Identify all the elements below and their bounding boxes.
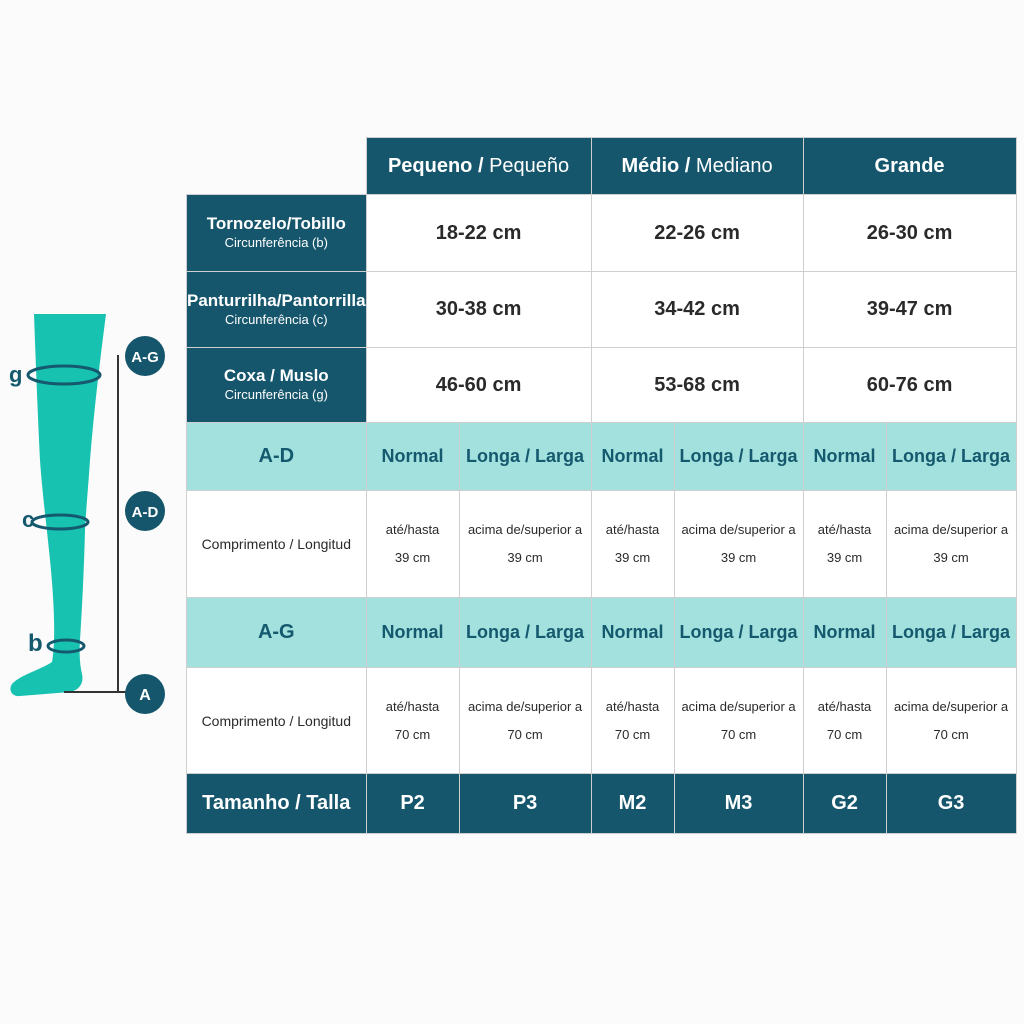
size-code: M2 bbox=[591, 774, 674, 834]
length-label: Comprimento / Longitud bbox=[187, 668, 367, 774]
size-group-header-row bbox=[187, 138, 1017, 195]
length-value: acima de/superior a 70 cm bbox=[886, 668, 1016, 774]
length-type: Normal bbox=[591, 423, 674, 491]
measurement-label-cell bbox=[187, 195, 367, 272]
length-label: Comprimento / Longitud bbox=[187, 491, 367, 598]
measurement-label-cell bbox=[187, 348, 367, 423]
length-type: Normal bbox=[366, 598, 459, 668]
measurement-sublabel: Circunferência (c) bbox=[224, 311, 328, 327]
length-value: acima de/superior a 39 cm bbox=[886, 491, 1016, 598]
measurement-label: Coxa / Muslo bbox=[223, 366, 329, 385]
size-code: G2 bbox=[803, 774, 886, 834]
measurement-row-calf bbox=[187, 272, 1017, 348]
measurement-value: 39-47 cm bbox=[803, 272, 1016, 348]
section-header-row-a-d bbox=[187, 423, 1017, 491]
measurement-label: Tornozelo/Tobillo bbox=[206, 214, 346, 233]
measurement-value: 26-30 cm bbox=[803, 195, 1016, 272]
measurement-value: 34-42 cm bbox=[591, 272, 803, 348]
size-group-name: Pequeno bbox=[387, 154, 473, 177]
measurement-value: 60-76 cm bbox=[803, 348, 1016, 423]
measurement-sublabel: Circunferência (b) bbox=[224, 235, 328, 250]
measurement-row-ankle bbox=[187, 195, 1017, 272]
measurement-value: 30-38 cm bbox=[366, 272, 591, 348]
measurement-value: 18-22 cm bbox=[366, 195, 591, 272]
size-group-name: Grande bbox=[874, 154, 945, 177]
marker-g: g bbox=[9, 362, 23, 387]
empty-corner bbox=[187, 138, 367, 195]
length-value: até/hasta 70 cm bbox=[803, 668, 886, 774]
size-group-medio bbox=[591, 138, 803, 195]
size-code: M3 bbox=[674, 774, 803, 834]
size-chart-table bbox=[186, 137, 1017, 834]
size-label: Tamanho / Talla bbox=[187, 774, 367, 834]
length-value: até/hasta 70 cm bbox=[366, 668, 459, 774]
length-type: Normal bbox=[366, 423, 459, 491]
length-value: até/hasta 70 cm bbox=[591, 668, 674, 774]
length-type: Longa / Larga bbox=[459, 423, 591, 491]
measurement-label: Panturrilha/Pantorrilla bbox=[187, 290, 366, 310]
length-value: acima de/superior a 39 cm bbox=[459, 491, 591, 598]
length-value: até/hasta 39 cm bbox=[366, 491, 459, 598]
size-group-pequeno bbox=[366, 138, 591, 195]
length-type: Normal bbox=[803, 598, 886, 668]
size-code: P2 bbox=[366, 774, 459, 834]
measurement-value: 22-26 cm bbox=[591, 195, 803, 272]
length-type: Longa / Larga bbox=[674, 423, 803, 491]
length-type: Normal bbox=[591, 598, 674, 668]
size-group-name: Médio bbox=[621, 154, 680, 177]
length-row-a-g bbox=[187, 668, 1017, 774]
length-type: Longa / Larga bbox=[674, 598, 803, 668]
length-value: até/hasta 39 cm bbox=[803, 491, 886, 598]
badge-a: A bbox=[139, 687, 151, 704]
size-code: G3 bbox=[886, 774, 1016, 834]
section-label: A-D bbox=[187, 423, 367, 491]
section-label: A-G bbox=[187, 598, 367, 668]
size-group-alt-name: Pequeño bbox=[489, 154, 570, 177]
size-code: P3 bbox=[459, 774, 591, 834]
size-group-grande bbox=[803, 138, 1016, 195]
length-value: acima de/superior a 70 cm bbox=[459, 668, 591, 774]
measurement-value: 53-68 cm bbox=[591, 348, 803, 423]
length-type: Longa / Larga bbox=[886, 423, 1016, 491]
size-group-separator: / bbox=[679, 154, 696, 177]
length-type: Longa / Larga bbox=[459, 598, 591, 668]
length-value: acima de/superior a 39 cm bbox=[674, 491, 803, 598]
length-row-a-d bbox=[187, 491, 1017, 598]
badge-a-d: A-D bbox=[131, 504, 159, 521]
marker-c: c bbox=[22, 507, 35, 532]
badge-a-g: A-G bbox=[131, 349, 159, 366]
length-type: Normal bbox=[803, 423, 886, 491]
size-code-row bbox=[187, 774, 1017, 834]
length-value: acima de/superior a 70 cm bbox=[674, 668, 803, 774]
stocking-leg-shape bbox=[10, 314, 106, 696]
measurement-row-thigh bbox=[187, 348, 1017, 423]
length-type: Longa / Larga bbox=[886, 598, 1016, 668]
measurement-sublabel: Circunferência (g) bbox=[224, 387, 328, 402]
stocking-leg-diagram bbox=[0, 300, 180, 720]
marker-b: b bbox=[28, 630, 43, 657]
length-value: até/hasta 39 cm bbox=[591, 491, 674, 598]
size-group-separator: / bbox=[472, 154, 490, 177]
measurement-label-cell bbox=[187, 272, 367, 348]
size-group-alt-name: Mediano bbox=[695, 154, 773, 177]
section-header-row-a-g bbox=[187, 598, 1017, 668]
measurement-value: 46-60 cm bbox=[366, 348, 591, 423]
